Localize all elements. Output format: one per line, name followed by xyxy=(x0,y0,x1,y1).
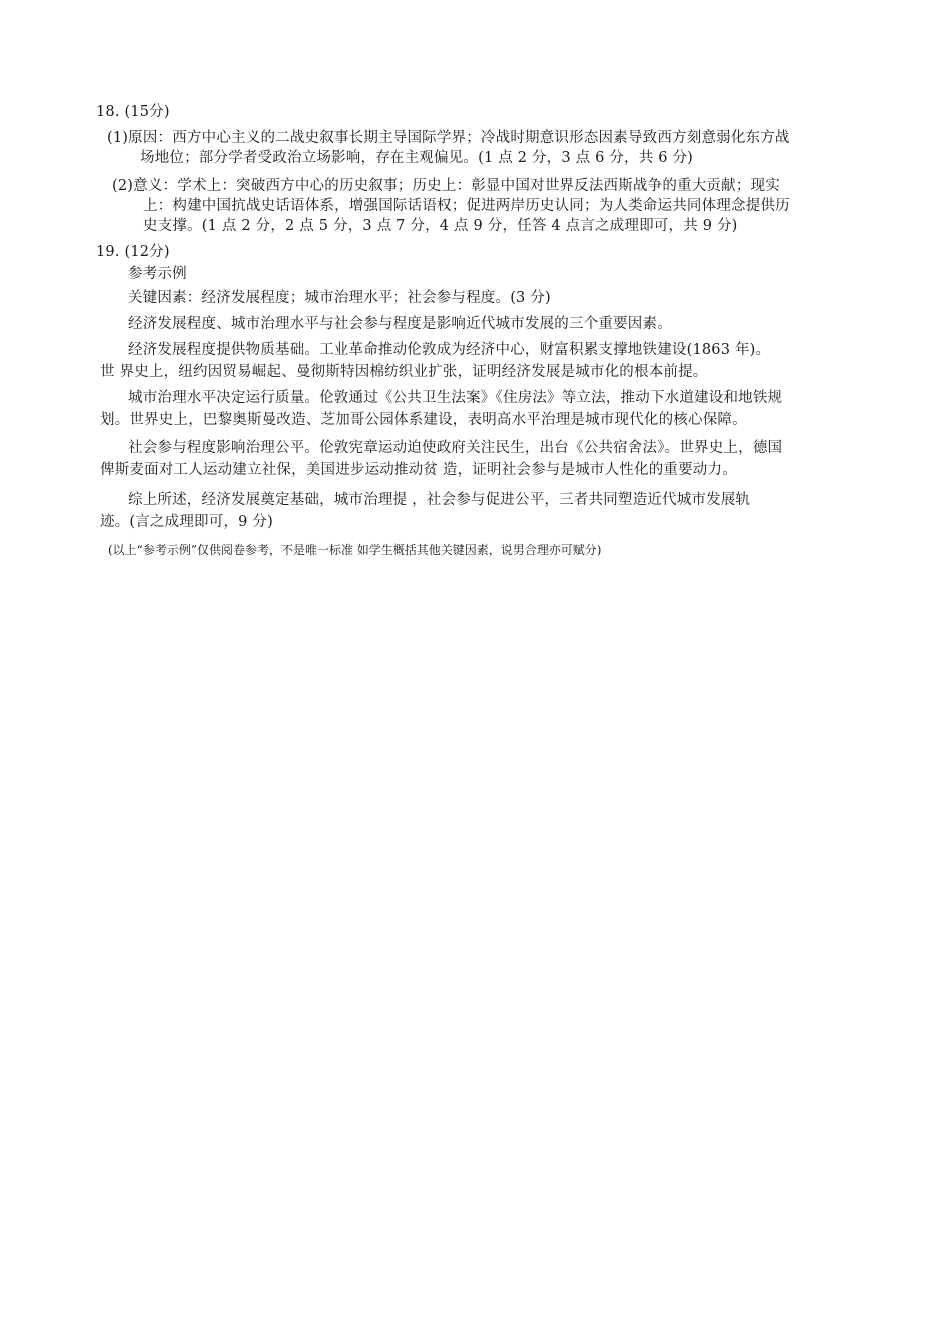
q19-governance-line2: 划。世界史上，巴黎奥斯曼改造、芝加哥公园体系建设，表明高水平治理是城市现代化的核心保障。 xyxy=(100,412,747,428)
q19-economy-line1: 经济发展程度提供物质基础。工业革命推动伦敦成为经济中心，财富积累支撑地铁建设(1863 年)。 xyxy=(128,342,771,358)
q19-economy-line2: 世 界史上，纽约因贸易崛起、曼彻斯特因棉纺织业扩张，证明经济发展是城市化的根本前提。 xyxy=(100,364,708,380)
q19-society-line2: 俾斯麦面对工人运动建立社保，美国进步运动推动贫 造，证明社会参与是城市人性化的重要动力。 xyxy=(100,462,737,478)
q19-summary-line2: 迹。(言之成理即可，9 分) xyxy=(100,514,273,530)
q19-key-factors: 关键因素：经济发展程度；城市治理水平；社会参与程度。(3 分) xyxy=(128,290,551,306)
q18-part2-line1: (2)意义：学术上：突破西方中心的历史叙事；历史上：彰显中国对世界反法西斯战争的重大贡献；现实 xyxy=(112,178,780,194)
q19-summary-line1: 综上所述，经济发展奠定基础，城市治理提 ，社会参与促进公平，三者共同塑造近代城市发展轨 xyxy=(128,492,751,508)
q19-society-line1: 社会参与程度影响治理公平。伦敦宪章运动迫使政府关注民生，出台《公共宿舍法》。世界史上，德国 xyxy=(128,440,783,456)
q19-footnote: (以上“参考示例”仅供阅卷参考，不是唯一标准 如学生概括其他关键因素，说男合理亦可赋分) xyxy=(108,543,602,557)
q19-governance-line1: 城市治理水平决定运行质量。伦敦通过《公共卫生法案》《住房法》等立法，推动下水道建设和地铁规 xyxy=(128,390,783,406)
q19-example-label: 参考示例 xyxy=(128,266,187,282)
q18-part1-line1: (1)原因：西方中心主义的二战史叙事长期主导国际学界；冷战时期意识形态因素导致西方刻意弱化东方战 xyxy=(107,130,790,146)
q19-header: 19. (12分) xyxy=(96,244,170,260)
q18-part1-line2: 场地位；部分学者受政治立场影响，存在主观偏见。(1 点 2 分，3 点 6 分，共 6 分) xyxy=(140,150,694,166)
q19-intro: 经济发展程度、城市治理水平与社会参与程度是影响近代城市发展的三个重要因素。 xyxy=(128,316,672,332)
q18-header: 18. (15分) xyxy=(96,104,170,120)
q18-part2-line2: 上：构建中国抗战史话语体系，增强国际话语权；促进两岸历史认同；为人类命运共同体理念提供历 xyxy=(143,198,790,214)
q18-part2-line3: 史支撑。(1 点 2 分，2 点 5 分，3 点 7 分，4 点 9 分，任答 4 点言之成理即可，共 9 分) xyxy=(143,218,738,234)
